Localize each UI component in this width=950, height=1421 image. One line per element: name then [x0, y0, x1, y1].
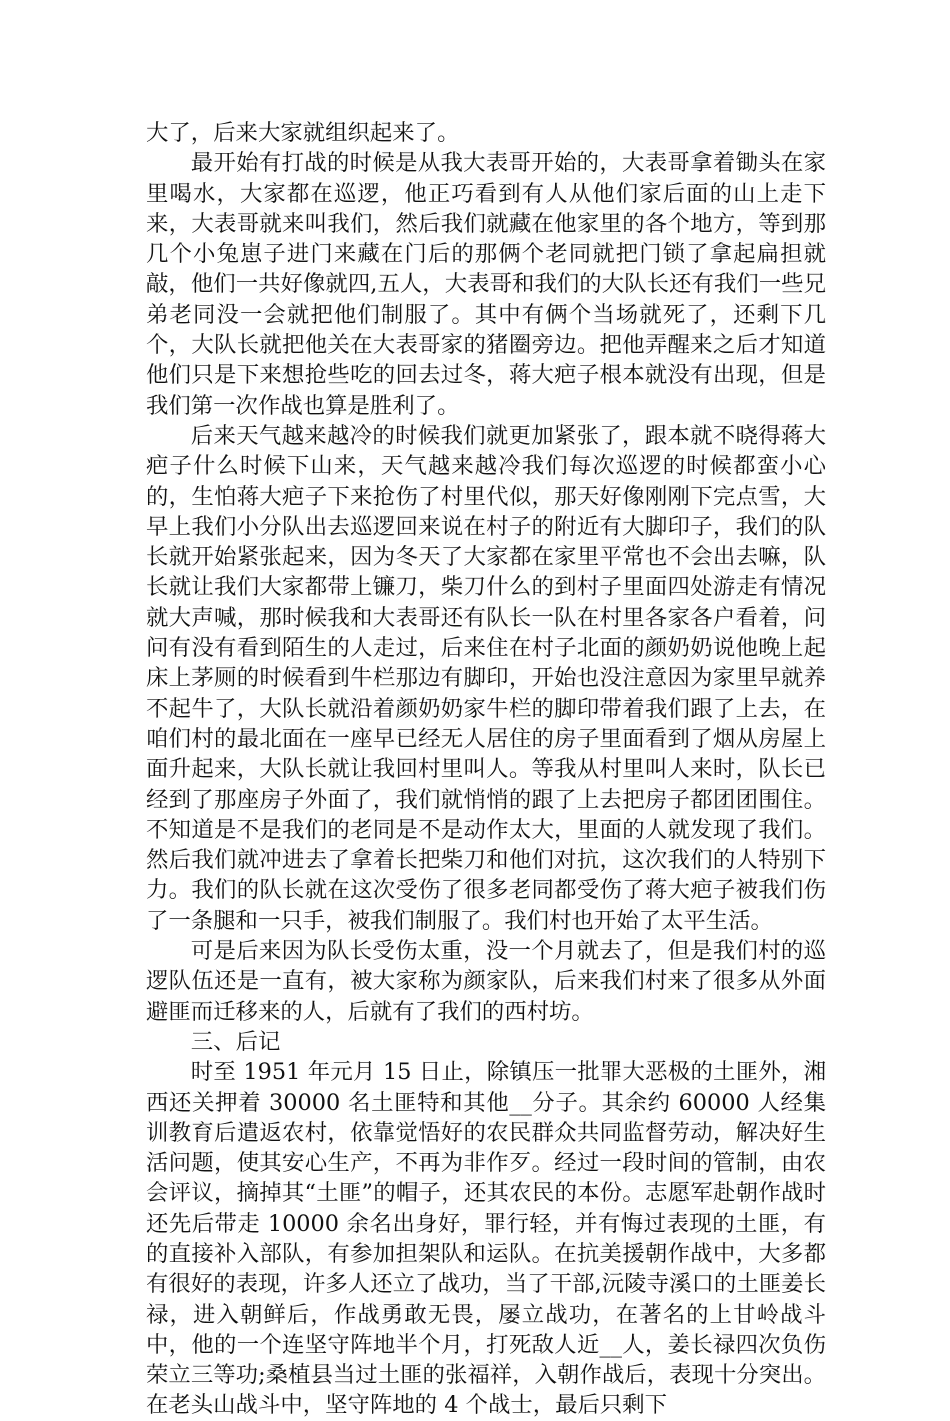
document-body — [146, 118, 826, 1421]
section-heading-postscript: 三、后记 — [190, 1028, 281, 1055]
paragraph-aftermath: 可是后来因为队长受伤太重，没一个月就去了，但是我们村的巡逻队伍还是一直有，被大家称为颜家队，后来我们村来了很多从外面避匪而迁移来的人，后就有了我们的西村坊。 — [146, 938, 826, 1025]
paragraph-postscript: 时至 1951 年元月 15 日止，除镇压一批罪大恶极的土匪外，湘西还关押着 30000 名土匪特和其他__分子。其余约 60000 人经集训教育后遣返农村，依靠觉悟好的农民群众共同监督劳动，解决好生活问题，使其安心生产，不再为非作歹。经过一段时间的管制，由农会评议，摘掉其“土匪”的帽子，还其农民的本份。志愿军赴朝作战时还先后带走 10000 余名出身好，罪行轻，并有悔过表现的土匪，有的直接补入部队，有参加担架队和运队。在抗美援朝作战中，大多都有很好的表现，许多人还立了战功，当了干部,沅陵寺溪口的土匪姜长禄，进入朝鲜后，作战勇敢无畏，屡立战功，在著名的上甘岭战斗中，他的一个连坚守阵地半个月，打死敌人近__人，姜长禄四次负伤荣立三等功;桑植县当过土匪的张福祥，入朝作战后，表现十分突出。在老头山战斗中，坚守阵地的 4 个战士，最后只剩下 — [146, 1059, 826, 1419]
paragraph-first-battle: 最开始有打战的时候是从我大表哥开始的，大表哥拿着锄头在家里喝水，大家都在巡逻，他正巧看到有人从他们家后面的山上走下来，大表哥就来叫我们，然后我们就藏在他家里的各个地方，等到那几个小兔崽子进门来藏在门后的那俩个老同就把门锁了拿起扁担就敲，他们一共好像就四,五人，大表哥和我们的大队长还有我们一些兄弟老同没一会就把他们制服了。其中有俩个当场就死了，还剩下几个，大队长就把他关在大表哥家的猪圈旁边。把他弄醒来之后才知道他们只是下来想抢些吃的回去过冬，蒋大疤子根本就没有出现，但是我们第一次作战也算是胜利了。 — [146, 150, 826, 419]
paragraph-winter-battle: 后来天气越来越冷的时候我们就更加紧张了，跟本就不晓得蒋大疤子什么时候下山来，天气越来越冷我们每次巡逻的时候都蛮小心的，生怕蒋大疤子下来抢伤了村里代似，那天好像刚刚下完点雪，大早上我们小分队出去巡逻回来说在村子的附近有大脚印子，我们的队长就开始紧张起来，因为冬天了大家都在家里平常也不会出去嘛，队长就让我们大家都带上镰刀，柴刀什么的到村子里面四处游走有情况就大声喊，那时候我和大表哥还有队长一队在村里各家各户看着，问问有没有看到陌生的人走过，后来住在村子北面的颜奶奶说他晚上起床上茅厕的时候看到牛栏那边有脚印，开始也没注意因为家里早就养不起牛了，大队长就沿着颜奶奶家牛栏的脚印带着我们跟了上去，在咱们村的最北面在一座早已经无人居住的房子里面看到了烟从房屋上面升起来，大队长就让我回村里叫人。等我从村里叫人来时，队长已经到了那座房子外面了，我们就悄悄的跟了上去把房子都团团围住。不知道是不是我们的老同是不是动作太大，里面的人就发现了我们。然后我们就冲进去了拿着长把柴刀和他们对抗，这次我们的人特别下力。我们的队长就在这次受伤了很多老同都受伤了蒋大疤子被我们伤了一条腿和一只手，被我们制服了。我们村也开始了太平生活。 — [146, 422, 826, 934]
paragraph-continuation: 大了，后来大家就组织起来了。 — [146, 120, 460, 146]
